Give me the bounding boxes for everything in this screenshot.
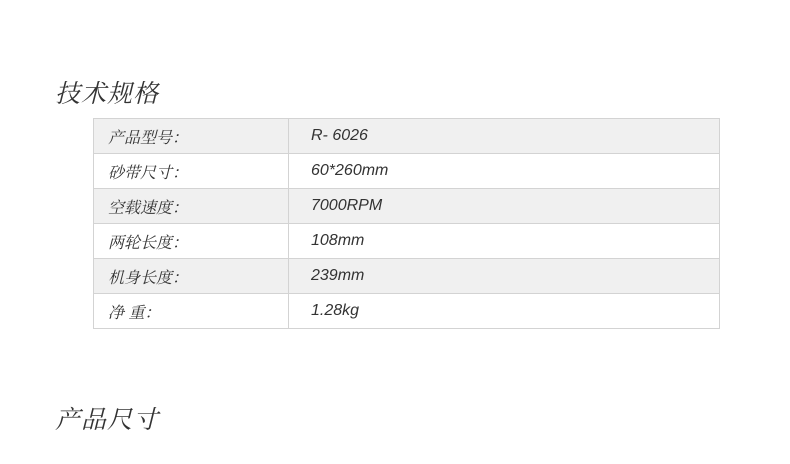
spec-section-title: 技术规格 <box>55 80 160 108</box>
table-row <box>94 154 720 189</box>
table-row <box>94 224 720 259</box>
spec-label: 砂带尺寸： <box>94 154 289 189</box>
table-row <box>94 259 720 294</box>
spec-label: 净 重： <box>94 294 289 329</box>
table-row <box>94 189 720 224</box>
spec-value: R- 6026 <box>289 119 720 154</box>
spec-label: 两轮长度： <box>94 224 289 259</box>
spec-label: 空载速度： <box>94 189 289 224</box>
spec-value: 7000RPM <box>289 189 720 224</box>
table-row <box>94 294 720 329</box>
spec-label: 机身长度： <box>94 259 289 294</box>
specifications-table <box>93 118 720 329</box>
dimension-section-title: 产品尺寸 <box>55 406 160 434</box>
table-row <box>94 119 720 154</box>
spec-value: 108mm <box>289 224 720 259</box>
spec-value: 1.28kg <box>289 294 720 329</box>
spec-value: 60*260mm <box>289 154 720 189</box>
spec-value: 239mm <box>289 259 720 294</box>
spec-label: 产品型号： <box>94 119 289 154</box>
